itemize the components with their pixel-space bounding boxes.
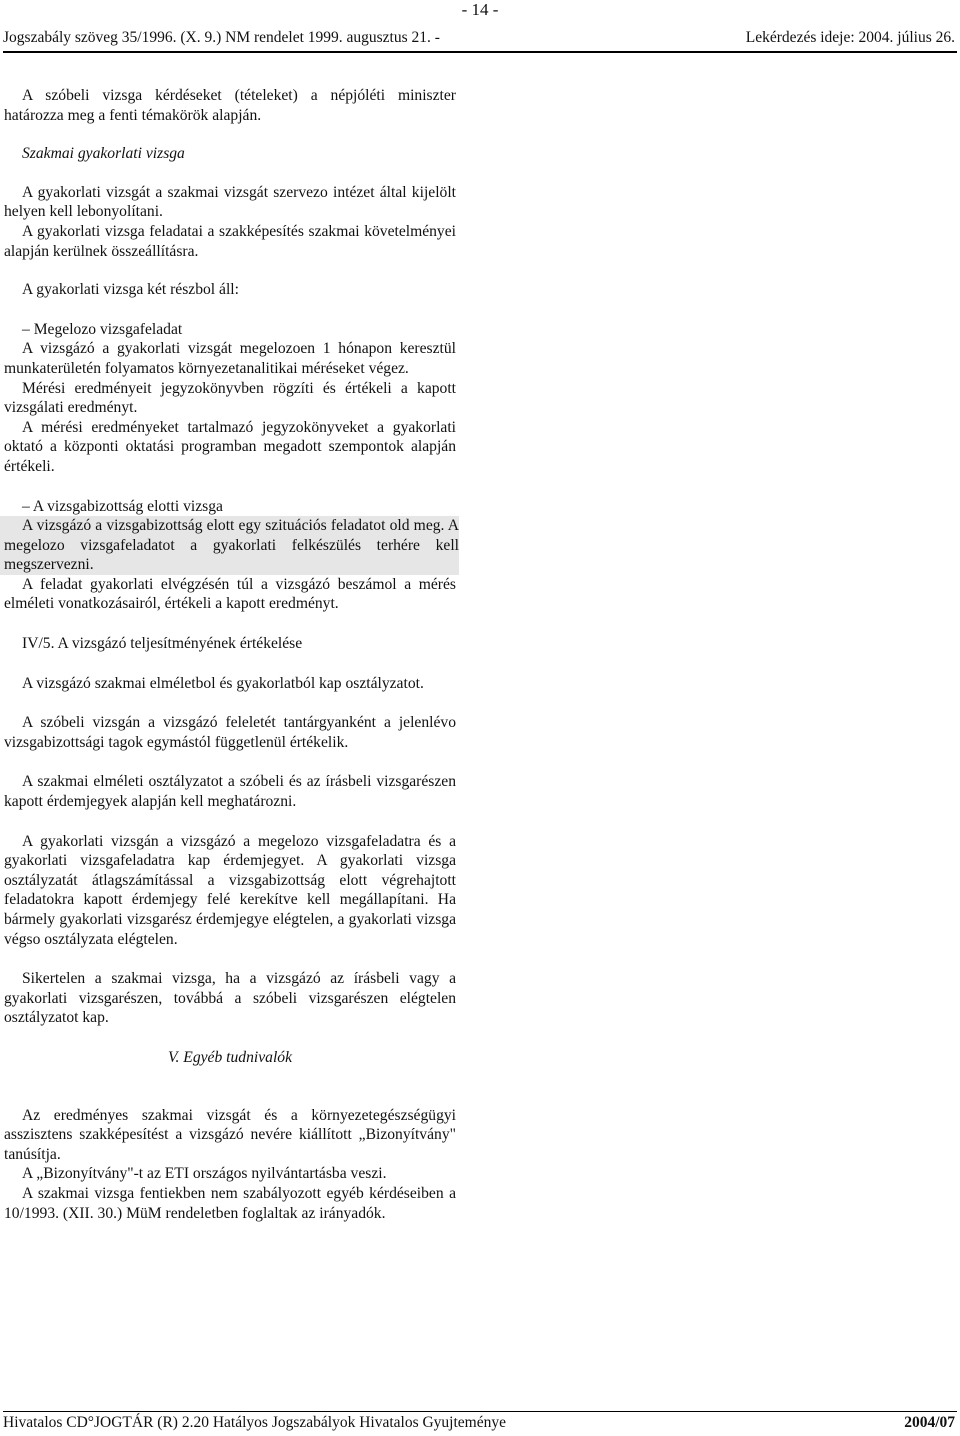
section-heading: Szakmai gyakorlati vizsga: [22, 145, 185, 163]
header-query-date: Lekérdezés ideje: 2004. július 26.: [745, 29, 955, 46]
footer-source: Hivatalos CD°JOGTÁR (R) 2.20 Hatályos Jogszabályok Hivatalos Gyujteménye: [3, 1414, 506, 1431]
list-item: – A vizsgabizottság elotti vizsga: [22, 497, 223, 515]
paragraph: A „Bizonyítvány"-t az ETI országos nyilvántartásba veszi.: [22, 1165, 387, 1183]
paragraph: A szóbeli vizsga kérdéseket (tételeket) a népjóléti miniszter határozza meg a fenti témakörök alapján.: [4, 87, 456, 124]
paragraph: Mérési eredményeit jegyzokönyvben rögzíti és értékeli a kapott vizsgálati eredményt.: [4, 379, 456, 417]
paragraph: A vizsgázó szakmai elméletbol és gyakorlatból kap osztályzatot.: [22, 674, 424, 692]
highlighted-paragraph: A vizsgázó a vizsgabizottság elott egy szituációs feladatot old meg. A megelozo vizsgafeladatot a gyakorlati felkészülés terhére kell megszervezni.: [0, 516, 459, 575]
paragraph: A feladat gyakorlati elvégzésén túl a vizsgázó beszámol a mérés elméleti vonatkozásairól, értékeli a kapott eredményt.: [4, 575, 456, 613]
paragraph: A szakmai elméleti osztályzatot a szóbeli és az írásbeli vizsgarészen kapott érdemjegyek alapján kell meghatározni.: [4, 773, 456, 811]
page-number: - 14 -: [461, 0, 499, 19]
paragraph: A szóbeli vizsgán a vizsgázó feleletét tantárgyanként a jelenlévo vizsgabizottsági tagok egymástól függetlenül értékelik.: [4, 714, 456, 751]
paragraph: Az eredményes szakmai vizsgát és a környezetegészségügyi asszisztens szakképesítést a vizsgázó nevére kiállított „Bizonyítvány" tanúsítja.: [4, 1106, 456, 1163]
paragraph: A vizsgázó a gyakorlati vizsgát megelozoen 1 hónapon keresztül munkaterületén folyamatos környezetanalitikai méréseket végez.: [4, 340, 456, 377]
paragraph: A gyakorlati vizsgán a vizsgázó a megelozo vizsgafeladatra és a gyakorlati vizsgafeladatra kap érdemjegyet. A gyakorlati vizsga osztályzatát átlagszámítással a vizsgabizottság elott végrehajtott feladatokra kapott érdemjegy felé kerekítve kell megállapítani. Ha bármely gyakorlati vizsgarész érdemjegye elégtelen, a gyakorlati vizsga végso osztályzata elégtelen.: [4, 832, 456, 948]
header-document-info: Jogszabály szöveg 35/1996. (X. 9.) NM rendelet 1999. augusztus 21. -: [3, 29, 440, 46]
footer-edition: 2004/07: [904, 1414, 955, 1431]
paragraph: A gyakorlati vizsga két részbol áll:: [22, 281, 239, 299]
paragraph: A gyakorlati vizsga feladatai a szakképesítés szakmai követelményei alapján kerülnek összeállításra.: [4, 222, 456, 260]
page-footer: [3, 1411, 957, 1434]
paragraph: A mérési eredményeket tartalmazó jegyzokönyveket a gyakorlati oktató a központi oktatási programban megadott szempontok alapján értékeli.: [4, 418, 456, 475]
paragraph: Sikertelen a szakmai vizsga, ha a vizsgázó az írásbeli vagy a gyakorlati vizsgarészen, továbbá a szóbeli vizsgarészen elégtelen osztályzatot kap.: [4, 970, 456, 1027]
section-heading: V. Egyéb tudnivalók: [168, 1048, 292, 1066]
page-header: [3, 29, 957, 53]
section-heading: IV/5. A vizsgázó teljesítményének értékelése: [22, 635, 303, 653]
paragraph: A gyakorlati vizsgát a szakmai vizsgát szervezo intézet által kijelölt helyen kell lebonyolítani.: [4, 183, 456, 221]
document-body: [4, 86, 459, 1223]
paragraph: A szakmai vizsga fentiekben nem szabályozott egyéb kérdéseiben a 10/1993. (XII. 30.) MüM rendeletben foglaltak az irányadók.: [4, 1184, 456, 1222]
list-item: – Megelozo vizsgafeladat: [22, 320, 183, 338]
